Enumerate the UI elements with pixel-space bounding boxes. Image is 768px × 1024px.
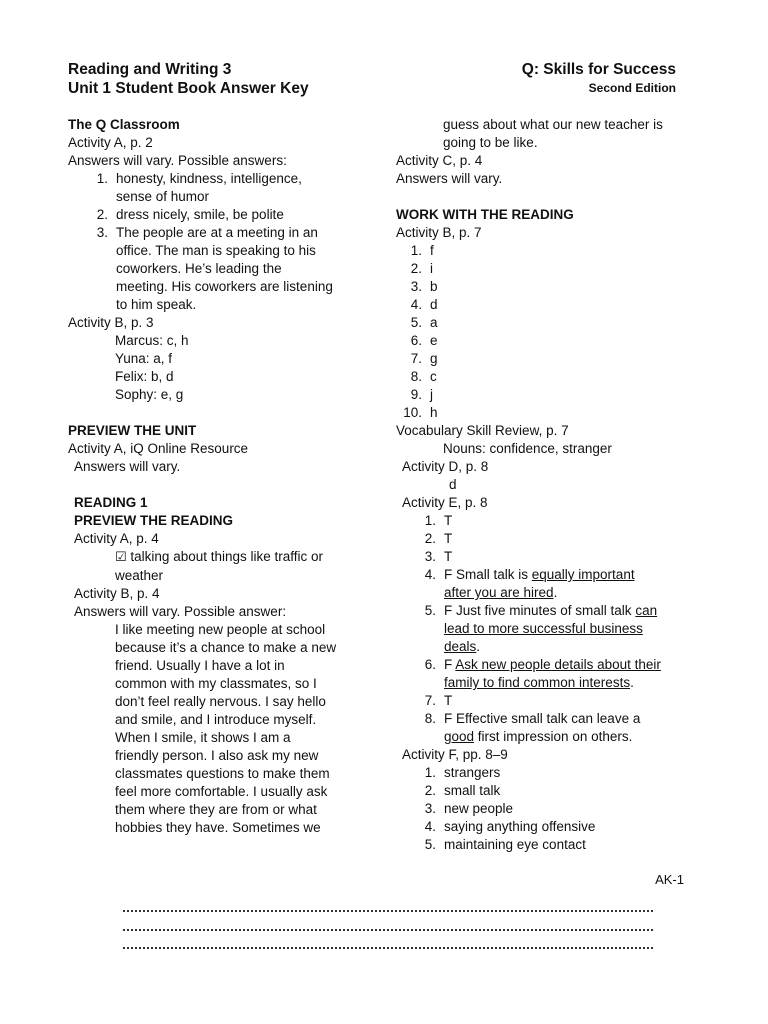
list-text: dress nicely, smile, be polite <box>116 207 284 222</box>
list-text: strangers <box>444 765 501 780</box>
list-item: 5. F Just five minutes of small talk can lead to more successful business deals. <box>424 603 658 654</box>
list-item: 8. F Effective small talk can leave a good first impression on others. <box>424 711 641 744</box>
list-text: F Small talk is equally important after you are hired. <box>444 567 635 600</box>
activity-label: Vocabulary Skill Review, p. 7 <box>396 423 569 438</box>
list-number: 3. <box>96 225 108 240</box>
essay-line: I like meeting new people at school <box>115 622 326 637</box>
list-text: d <box>430 297 438 312</box>
list-text: f <box>430 243 434 258</box>
answer-line: Answers will vary. <box>396 171 503 186</box>
activity-label: Activity D, p. 8 <box>402 459 489 474</box>
list-text: T <box>444 513 453 528</box>
brand-title: Q: Skills for Success <box>521 61 676 78</box>
list-text: b <box>430 279 438 294</box>
instruction-text: Answers will vary. Possible answers: <box>68 153 287 168</box>
essay-line: guess about what our new teacher is <box>443 117 663 132</box>
list-text: T <box>444 693 453 708</box>
essay-line: and smile, and I introduce myself. <box>115 712 317 727</box>
list-text: e <box>430 333 438 348</box>
list-item: 1. strangers <box>424 765 501 780</box>
list-text: T <box>444 531 453 546</box>
list-text: c <box>430 369 437 384</box>
answer-line: Sophy: e, g <box>115 387 184 402</box>
activity-label: Activity A, iQ Online Resource <box>68 441 249 456</box>
section-heading: READING 1 <box>74 495 148 510</box>
answer-line: Nouns: confidence, stranger <box>443 441 612 456</box>
list-item: 3. new people <box>424 801 514 816</box>
answer-line: Felix: b, d <box>115 369 174 384</box>
list-text: honesty, kindness, intelligence, sense of humor <box>116 171 302 204</box>
header-right <box>376 60 676 98</box>
list-item: 5. maintaining eye contact <box>424 837 586 852</box>
list-item: 3. b <box>410 279 438 294</box>
list-item <box>68 206 388 224</box>
section-heading: The Q Classroom <box>68 117 180 132</box>
list-item: 1. T <box>424 513 453 528</box>
list-text: T <box>444 549 453 564</box>
list-item: 4. d <box>410 297 438 312</box>
list-number: 2. <box>96 207 108 222</box>
list-item: 2. T <box>424 531 453 546</box>
list-item: 4. saying anything offensive <box>424 819 596 834</box>
unit-title: Unit 1 Student Book Answer Key <box>68 80 309 97</box>
list-text: F Effective small talk can leave a good first impression on others. <box>444 711 641 744</box>
answer-line: weather <box>115 568 164 583</box>
essay-line: going to be like. <box>443 135 538 150</box>
list-text: new people <box>444 801 514 816</box>
list-number: 1. <box>96 171 108 186</box>
list-text: The people are at a meeting in an office. The man is speaking to his coworkers. He’s leading the meeting. His coworkers are listening to him speak. <box>116 225 333 312</box>
activity-label: Activity A, p. 4 <box>74 531 159 546</box>
activity-label: Activity E, p. 8 <box>402 495 488 510</box>
list-item: 10. h <box>403 405 438 420</box>
page-number: AK-1 <box>655 872 684 887</box>
dotted-rule <box>123 910 653 912</box>
list-item: 4. F Small talk is equally important after you are hired. <box>424 567 635 600</box>
checked-box-icon: ☑ <box>115 550 127 565</box>
list-item: 7. T <box>424 693 453 708</box>
essay-line: them where they are from or what <box>115 802 317 817</box>
list-item: 3. T <box>424 549 453 564</box>
book-title: Reading and Writing 3 <box>68 61 232 78</box>
essay-line: don’t feel really nervous. I say hello <box>115 694 326 709</box>
dotted-rule <box>123 929 653 931</box>
right-column <box>396 116 696 854</box>
edition-label: Second Edition <box>588 81 676 95</box>
list-text: saying anything offensive <box>444 819 596 834</box>
section-heading: PREVIEW THE READING <box>74 513 234 528</box>
checked-answer: ☑ talking about things like traffic or <box>115 549 324 565</box>
list-item: 6. F Ask new people details about their family to find common interests. <box>424 657 661 690</box>
header-left <box>68 60 428 98</box>
answer-line: d <box>449 477 457 492</box>
list-item <box>68 170 388 206</box>
list-item: 2. small talk <box>424 783 501 798</box>
essay-line: classmates questions to make them <box>115 766 330 781</box>
list-item: 2. i <box>410 261 433 276</box>
instruction-text: Answers will vary. Possible answer: <box>74 604 287 619</box>
activity-label: Activity B, p. 7 <box>396 225 482 240</box>
essay-line: When I smile, it shows I am a <box>115 730 291 745</box>
list-item: 9. j <box>410 387 433 402</box>
list-text: h <box>430 405 438 420</box>
list-item: 5. a <box>410 315 438 330</box>
answer-line: Yuna: a, f <box>115 351 173 366</box>
section-heading: WORK WITH THE READING <box>396 207 574 222</box>
list-item <box>68 224 388 314</box>
list-item: 8. c <box>410 369 437 384</box>
list-text: g <box>430 351 438 366</box>
list-item: 1. f <box>410 243 434 258</box>
essay-line: common with my classmates, so I <box>115 676 317 691</box>
activity-label: Activity A, p. 2 <box>68 135 153 150</box>
answer-line: Marcus: c, h <box>115 333 189 348</box>
essay-line: friend. Usually I have a lot in <box>115 658 285 673</box>
essay-line: hobbies they have. Sometimes we <box>115 820 321 835</box>
answer-line: Answers will vary. <box>74 459 181 474</box>
essay-line: feel more comfortable. I usually ask <box>115 784 328 799</box>
list-text: F Just five minutes of small talk can lead to more successful business deals. <box>444 603 658 654</box>
left-column <box>68 116 388 837</box>
list-text: maintaining eye contact <box>444 837 586 852</box>
list-item: 6. e <box>410 333 438 348</box>
essay-line: friendly person. I also ask my new <box>115 748 319 763</box>
list-text: j <box>430 387 433 402</box>
list-text: i <box>430 261 433 276</box>
activity-label: Activity F, pp. 8–9 <box>402 747 508 762</box>
list-text: small talk <box>444 783 501 798</box>
activity-label: Activity C, p. 4 <box>396 153 483 168</box>
list-text: F Ask new people details about their family to find common interests. <box>444 657 661 690</box>
section-heading: PREVIEW THE UNIT <box>68 423 197 438</box>
dotted-rule <box>123 947 653 949</box>
essay-line: because it’s a chance to make a new <box>115 640 337 655</box>
activity-label: Activity B, p. 4 <box>74 586 160 601</box>
list-item: 7. g <box>410 351 438 366</box>
activity-label: Activity B, p. 3 <box>68 315 154 330</box>
list-text: a <box>430 315 438 330</box>
